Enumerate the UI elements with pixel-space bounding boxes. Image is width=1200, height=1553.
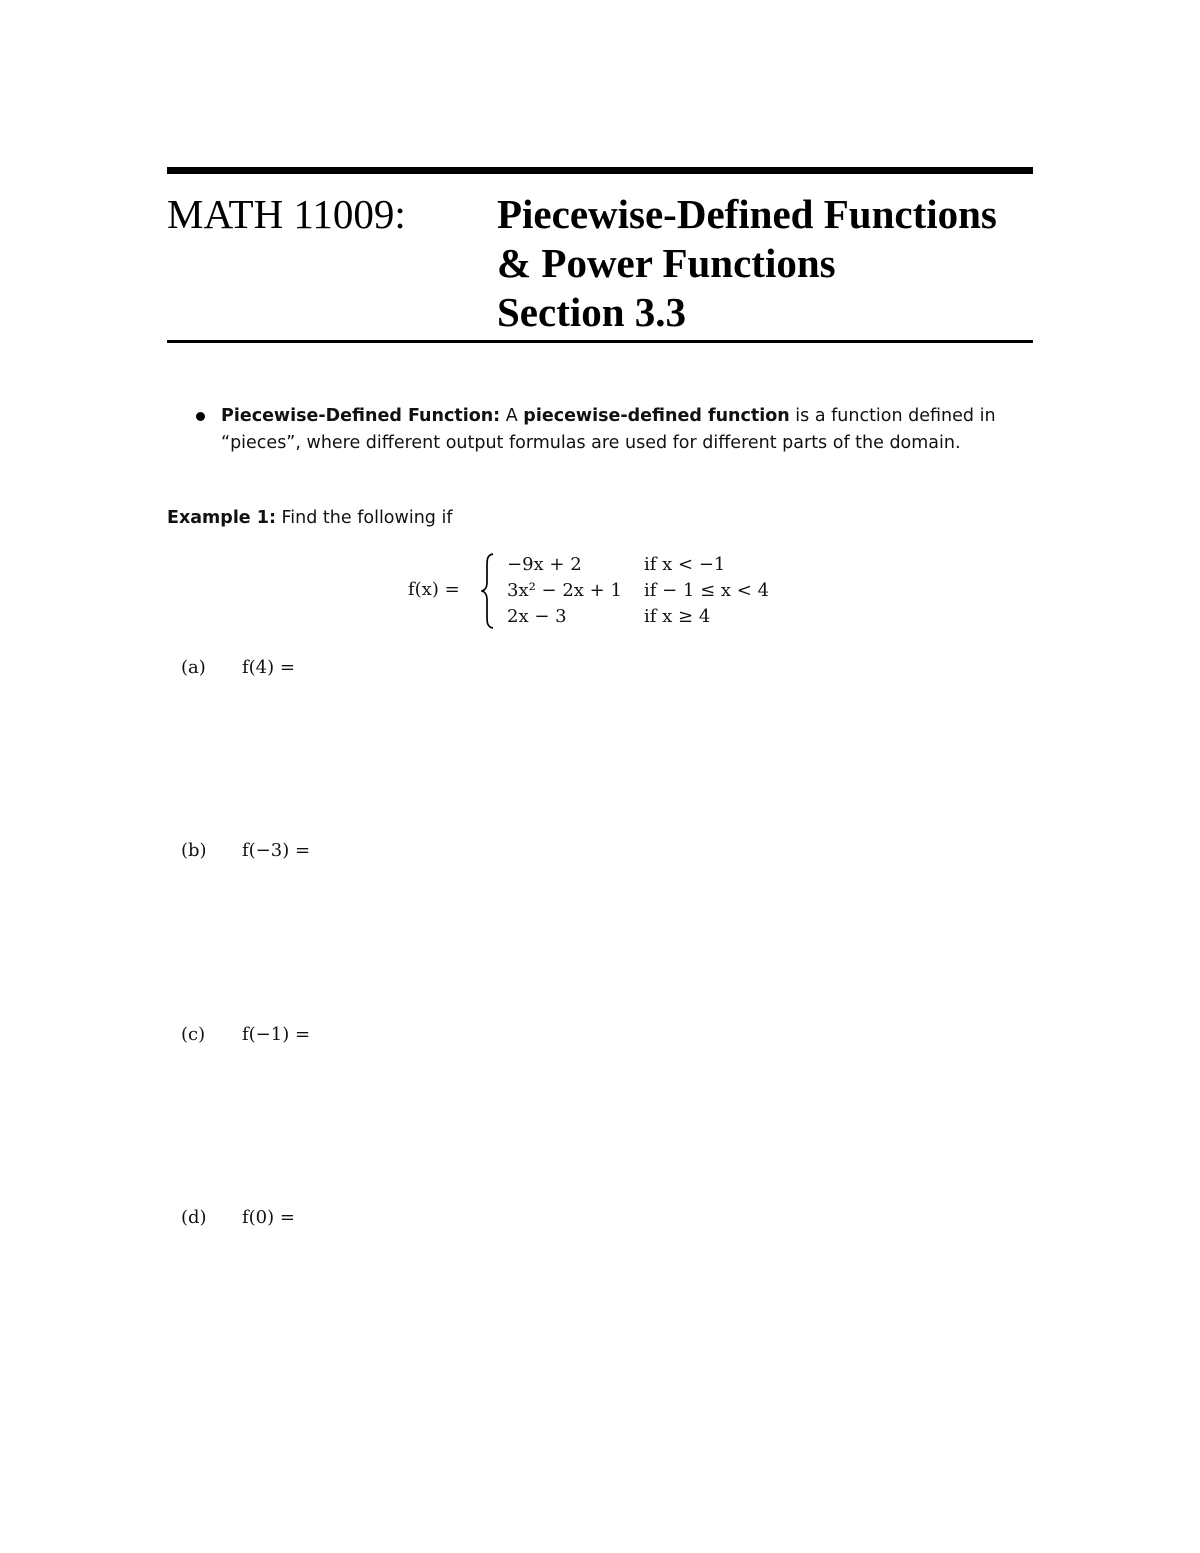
definition-term: Piecewise-Defined Function: — [221, 406, 501, 426]
definition-text-pre: A — [500, 406, 524, 426]
part-expression: f(0) = — [242, 1207, 295, 1228]
part-expression: f(4) = — [242, 657, 295, 678]
case-condition: if − 1 ≤ x < 4 — [644, 580, 770, 601]
title-line-2: & Power Functions — [497, 240, 836, 286]
case-row — [507, 604, 711, 630]
part-label: (d) — [181, 1207, 207, 1228]
case-condition: if x < −1 — [644, 554, 726, 575]
title-line-3: Section 3.3 — [497, 289, 687, 335]
part-expression: f(−3) = — [242, 840, 311, 861]
course-number: MATH 11009: — [167, 191, 406, 237]
title-line-1: Piecewise-Defined Functions — [497, 191, 997, 237]
exercise-part-b — [181, 836, 311, 866]
part-label: (c) — [181, 1024, 206, 1045]
example-label: Example 1: — [167, 508, 276, 528]
example-heading — [167, 505, 452, 532]
case-expression: 2x − 3 — [507, 606, 567, 627]
case-condition: if x ≥ 4 — [644, 606, 711, 627]
part-label: (b) — [181, 840, 207, 861]
definition-text-post: is a function defined in “pieces”, where different output formulas are used for different parts of the domain. — [221, 406, 996, 453]
definition-item — [196, 403, 1046, 457]
definition-text — [221, 403, 1046, 457]
bullet-icon — [196, 412, 205, 421]
part-label: (a) — [181, 657, 206, 678]
header-top-rule — [167, 167, 1033, 174]
case-expression: 3x² − 2x + 1 — [507, 580, 622, 601]
case-row — [507, 578, 770, 604]
page-title — [497, 190, 997, 337]
left-brace-icon — [481, 552, 495, 630]
case-expression: −9x + 2 — [507, 554, 582, 575]
exercise-part-a — [181, 653, 295, 683]
exercise-part-c — [181, 1020, 311, 1050]
exercise-part-d — [181, 1203, 295, 1233]
header-bottom-rule — [167, 340, 1033, 343]
definition-bold-phrase: piecewise-defined function — [523, 406, 790, 426]
part-expression: f(−1) = — [242, 1024, 311, 1045]
case-row — [507, 552, 726, 578]
example-prompt: Find the following if — [275, 508, 453, 528]
function-lhs: f(x) = — [408, 579, 460, 600]
